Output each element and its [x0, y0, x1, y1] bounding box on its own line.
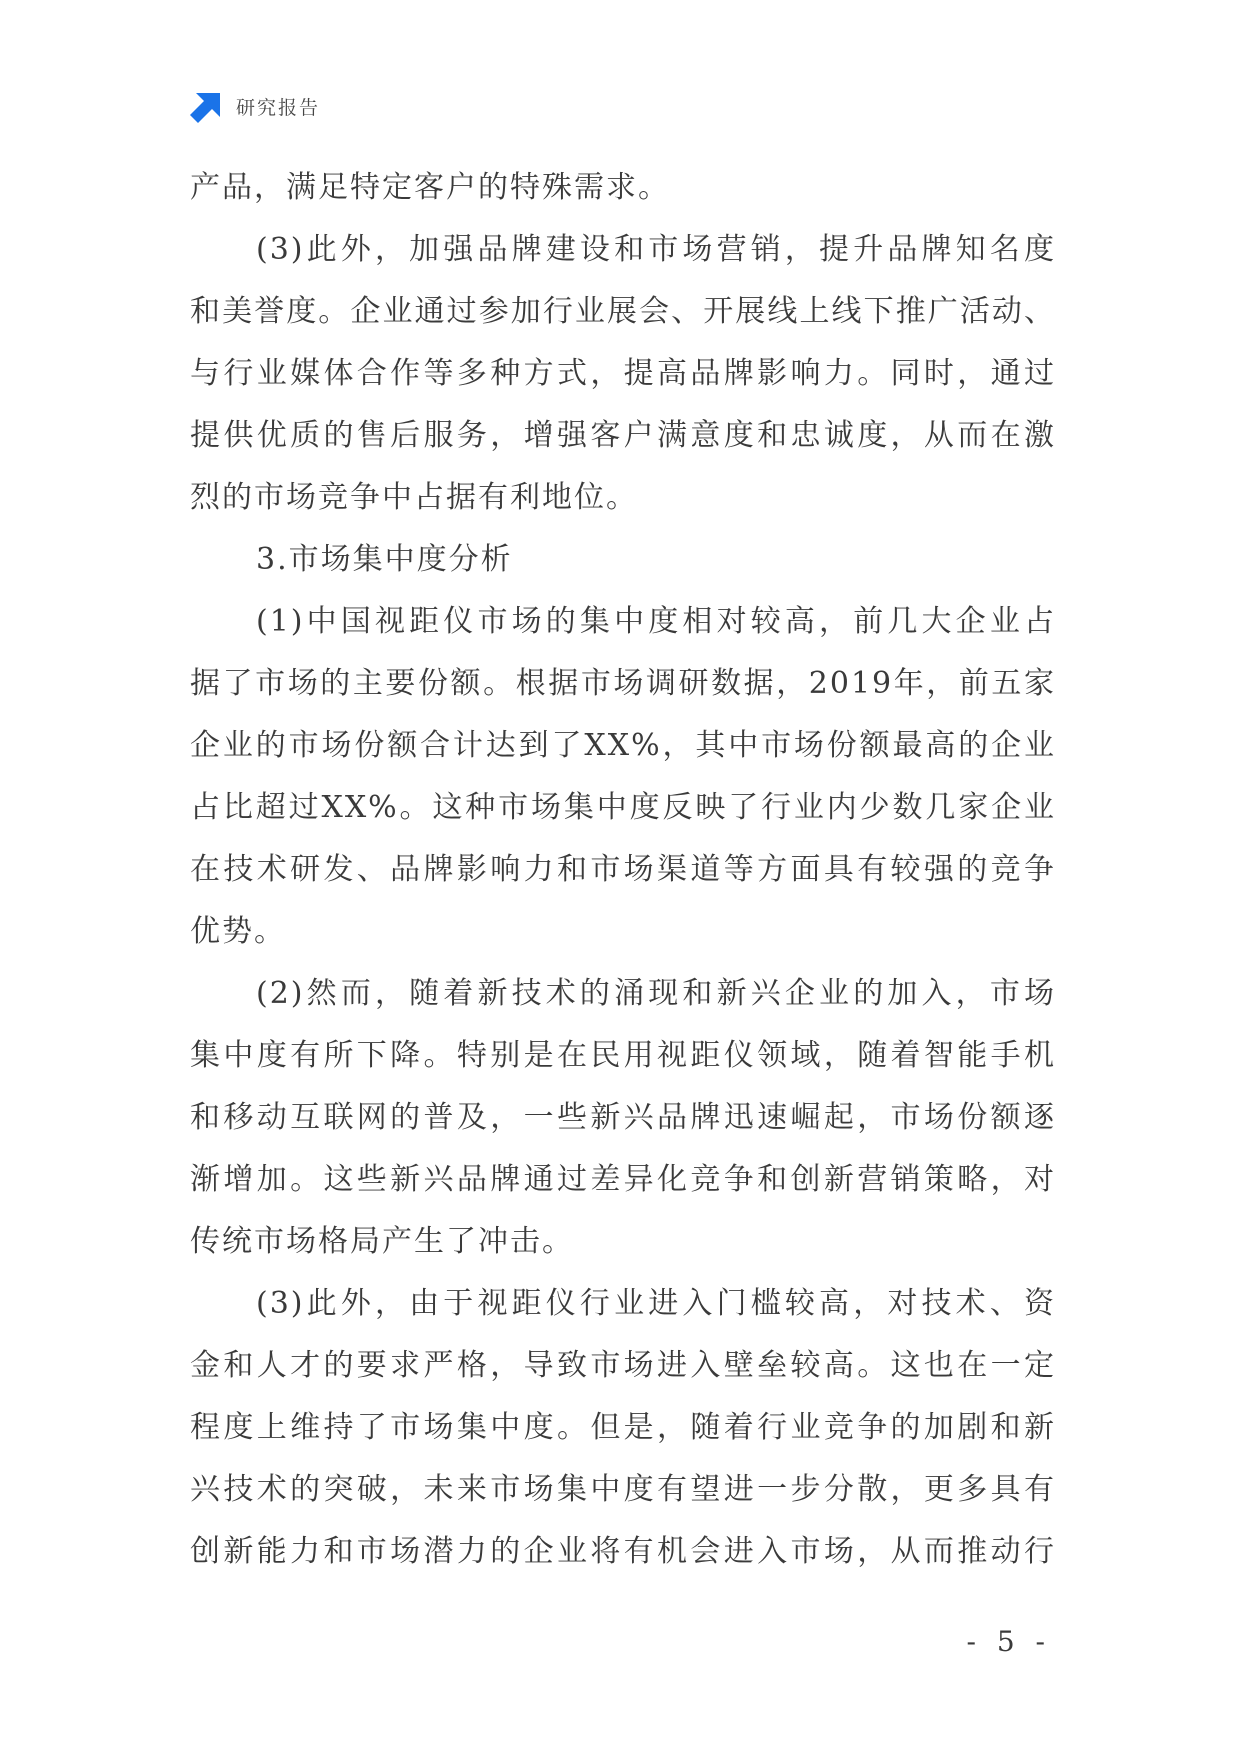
- arrow-logo-icon: [190, 89, 224, 123]
- text-line: 据了市场的主要份额。根据市场调研数据，2019年，前五家: [190, 666, 1056, 701]
- section-heading: 3.市场集中度分析: [256, 542, 513, 577]
- text-line: 和移动互联网的普及，一些新兴品牌迅速崛起，市场份额逐: [190, 1100, 1056, 1135]
- text-line: 提供优质的售后服务，增强客户满意度和忠诚度，从而在激: [190, 418, 1056, 453]
- text-line: 创新能力和市场潜力的企业将有机会进入市场，从而推动行: [190, 1534, 1056, 1569]
- text-line: 优势。: [190, 914, 286, 949]
- text-line: 企业的市场份额合计达到了XX%，其中市场份额最高的企业: [190, 728, 1056, 763]
- page-header: [190, 88, 320, 124]
- text-line: 占比超过XX%。这种市场集中度反映了行业内少数几家企业: [190, 790, 1056, 825]
- text-line: 在技术研发、品牌影响力和市场渠道等方面具有较强的竞争: [190, 852, 1056, 887]
- text-line: 烈的市场竞争中占据有利地位。: [190, 480, 638, 515]
- text-line: 和美誉度。企业通过参加行业展会、开展线上线下推广活动、: [190, 294, 1056, 329]
- paragraph-start: (2)然而，随着新技术的涌现和新兴企业的加入，市场: [256, 976, 1056, 1011]
- header-title: 研究报告: [236, 96, 321, 119]
- text-line: 渐增加。这些新兴品牌通过差异化竞争和创新营销策略，对: [190, 1162, 1056, 1197]
- text-line: 与行业媒体合作等多种方式，提高品牌影响力。同时，通过: [190, 356, 1056, 391]
- paragraph-start: (3)此外，加强品牌建设和市场营销，提升品牌知名度: [256, 232, 1056, 267]
- text-line: 产品，满足特定客户的特殊需求。: [190, 170, 670, 205]
- paragraph-start: (1)中国视距仪市场的集中度相对较高，前几大企业占: [256, 604, 1056, 639]
- text-line: 传统市场格局产生了冲击。: [190, 1224, 574, 1259]
- text-line: 集中度有所下降。特别是在民用视距仪领域，随着智能手机: [190, 1038, 1056, 1073]
- text-line: 程度上维持了市场集中度。但是，随着行业竞争的加剧和新: [190, 1410, 1056, 1445]
- text-line: 金和人才的要求严格，导致市场进入壁垒较高。这也在一定: [190, 1348, 1056, 1383]
- page-number: - 5 -: [966, 1625, 1051, 1658]
- document-body: [190, 157, 1056, 1583]
- paragraph-start: (3)此外，由于视距仪行业进入门槛较高，对技术、资: [256, 1286, 1056, 1321]
- text-line: 兴技术的突破，未来市场集中度有望进一步分散，更多具有: [190, 1472, 1056, 1507]
